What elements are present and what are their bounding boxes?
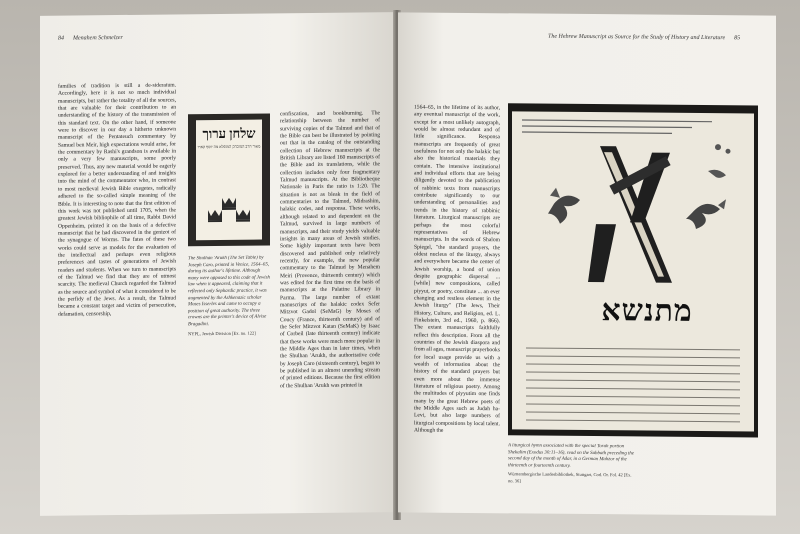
right-running-head bbox=[548, 34, 740, 42]
shulhan-arukh-figure bbox=[188, 113, 270, 246]
left-figure-caption bbox=[188, 255, 270, 376]
right-figure-caption-text: A liturgical hymn associated with the special Torah portion Shekalim (Exodus 30:11–16), read on the Sabbath preceding the second day of the month of Adar, in a German Mahzor of the thirteenth or fourteenth century. bbox=[508, 443, 634, 469]
left-folio: 84 bbox=[58, 35, 64, 42]
right-page bbox=[398, 12, 776, 515]
figure-hebrew-subtitle: מאור הרב המובהק המופלא מה יוסף קארו bbox=[197, 143, 261, 150]
left-page bbox=[40, 12, 395, 516]
illuminated-letter-icon bbox=[512, 111, 754, 431]
manuscript-page-image bbox=[512, 111, 754, 431]
right-column-1-text: 1564–65, in the lifetime of its author, any eventual manuscript of the work, except for a most unlikely autograph, would be almost redundant and of little significance. Responsa manuscripts are frequently of great usefulness for not only the halakic but also the historical materials they contain. The intensive institutional and individual efforts that are being diligently devoted to the publication of rabbinic texts from manuscripts contribute significantly to our understanding of personalities and trends in the history of rabbinic literature. Liturgical manuscripts are perhaps the most colorful representatives of Hebrew manuscripts. In the words of Shalom Spiegel, "the standard prayers, the oldest nucleus of the liturgy, always and everywhere became the center of Jewish worship, a bond of union despite geographic dispersal ... [while] new compositions, called piyyut, or poetry, constitute ... an ever changing and restless element in the Jewish liturgy" (The Jews, Their History, Culture, and Religion, ed. L. Finkelstein, 3rd ed., 1960, p. 866). The extant manuscripts faithfully reflect this description. From all the countries of the Jewish diaspora and from all ages, manuscript prayerbooks for local usage provide us with a wealth of information about the history of the standard prayers but even more about the immense literature of religious poetry. Among the multitudes of piyyutim one finds many by the great Hebrew poets of the Middle Ages such as Judah ha-Levi, but also large numbers of liturgical compositions by local talent. Although the bbox=[414, 104, 500, 434]
right-figure-credit: Württembergische Landesbibliothek, Stuttgart, Cod. Or. Fol. 42 [Ex. no. 36] bbox=[508, 471, 632, 484]
figure-hebrew-title: שלחן ערוך bbox=[202, 125, 256, 142]
mahzor-manuscript-figure bbox=[508, 103, 758, 437]
left-column-2-text: confiscation, and bookburning. The relationship between the number of surviving copies of the Talmud and that of the Bible can best be illustrated by pointing out that in the catalog of the outstanding collection of Hebrew manuscripts at the British Library are listed 160 manuscripts of the Bible and its translations, while the collection includes only four fragmentary Talmud manuscripts. At the Bibliotheque Nationale in Paris the ratio is 1:20. The situation is not as bleak in the field of commentaries to the Talmud, Midrashim, halakic codes, and responsa. These works, although related to and dependent on the Talmud, survived in large numbers of manuscripts, and their study yields valuable insights in many areas of Jewish studies. Some highly important texts have been discovered and published only relatively recently, for example, the new popular commentary to the Talmud by Menahem Meiri (Provence, thirteenth century) which was edited for the first time on the basis of manuscripts at the Palatine Library in Parma. The large number of extant manuscripts of the halakic codex Sefer Mitzvot Gadol (SeMaG) by Moses of Coucy (France, thirteenth century) and of the Sefer Mitzvot Katan (SeMaK) by Isaac of Corbeil (late thirteenth century) indicate that these works were much more popular in the Middle Ages than in later times, when the Shulhan 'Arukh, the authoritative code by Joseph Caro (sixteenth century), began to be published in an almost unending stream of printed editions. Because the first edition of the Shulhan 'Arukh was printed in bbox=[280, 110, 380, 390]
left-column-1-text: families of tradition is still a de-sideratum. Accordingly, here it is not so much individual manuscripts, but rather the totality of all the sources, that are valuable for their contribution to an understanding of the history of the transmission of this standard text. On the other hand, if someone were to discover in our day a hitherto unknown manuscript of the Pentateuch commentary by Samuel ben Meir, high expectations would arise, for the commentary by Rashi's grandson is available in only a very few manuscripts, some poorly preserved. Thus, any new material would be eagerly explored for a better understanding of and insights into the mind of the commentator who, in contrast to most medieval Jewish Bible exegetes, radically adhered to the so-called simple meaning of the Bible. It is interesting to note that the first edition of this work was not published until 1705, when the greatest Jewish bibliophile of all time, Rabbi David Oppenheim, printed it on the basis of a defective manuscript that he had discovered in the genizot of the synagogue of Worms. The fates of these two works could serve as models for the evaluation of the intellectual and perhaps even religious preferences and tastes of generations of Jewish readers and students. When we turn to manuscripts of the Talmud we find that they are of utmost scarcity. The medieval Church regarded the Talmud as the source and symbol of what it considered to be the perfidy of the Jews. As a result, the Talmud became a constant target and victim of persecution, defamation, censorship, bbox=[58, 82, 176, 318]
three-crowns-icon bbox=[202, 194, 256, 225]
left-running-head bbox=[58, 35, 123, 42]
left-column-1 bbox=[58, 82, 176, 493]
left-figure-caption-text: The Shulhan 'Arukh (The Set Table) by Joseph Caro, printed in Venice, 1564–65, during its author's lifetime. Although many were opposed to this code of Jewish law when it appeared, claiming that it reflected only Sephardic practice, it was augmented by the Ashkenazic scholar Moses Isserles and came to occupy a position of great authority. The three crowns are the printer's device of Alvise Bragadini. bbox=[188, 255, 270, 328]
right-column-1 bbox=[414, 104, 500, 503]
manuscript-hebrew-word: מתנשא bbox=[601, 294, 693, 328]
right-folio: 85 bbox=[734, 35, 741, 42]
left-author: Menahem Schmelzer bbox=[73, 34, 123, 42]
title-page-image bbox=[196, 120, 262, 241]
right-running-title: The Hebrew Manuscript as Source for the Study of History and Literature bbox=[548, 33, 726, 42]
left-column-2 bbox=[280, 110, 380, 505]
right-figure-caption bbox=[508, 443, 636, 508]
left-figure-credit: NYPL, Jewish Division [Ex. no. 122] bbox=[188, 330, 256, 336]
